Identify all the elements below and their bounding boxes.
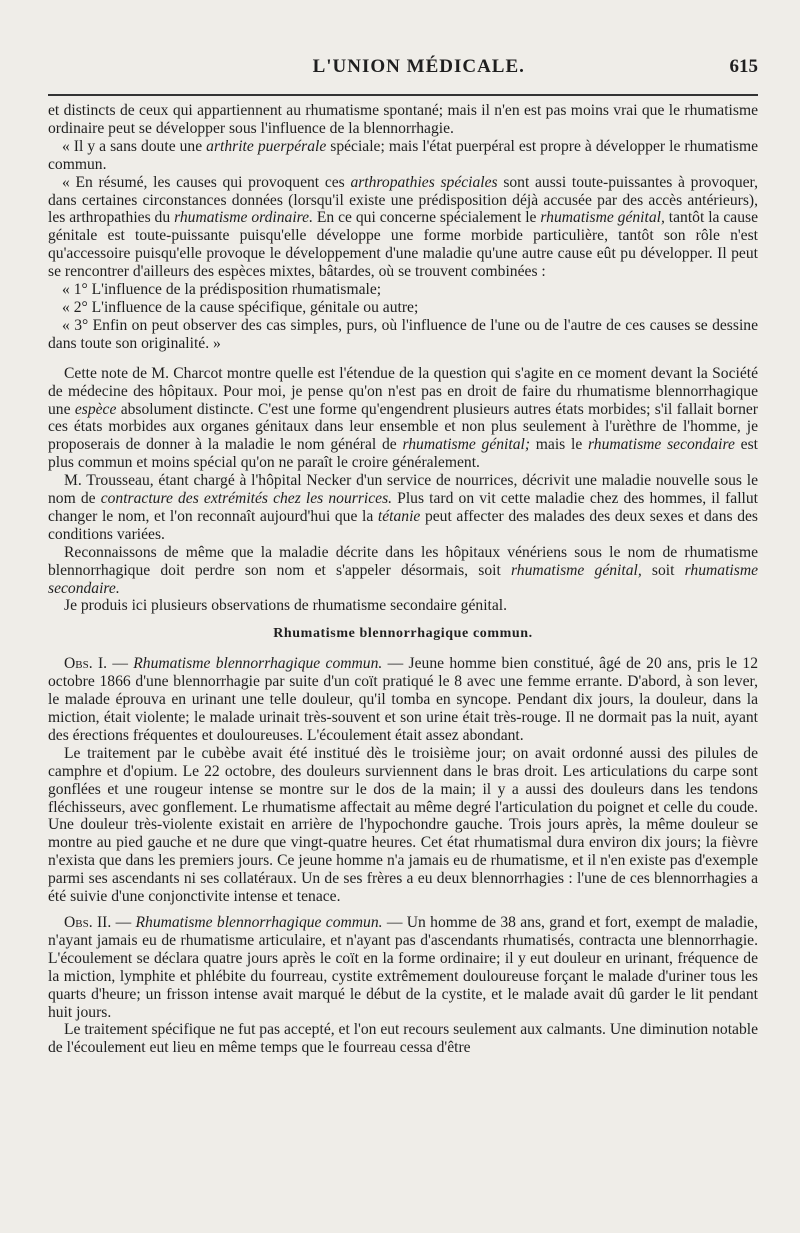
- observation-label: Obs. I.: [64, 655, 108, 673]
- section-heading: Rhumatisme blennorrhagique commun.: [273, 626, 533, 642]
- italic-term: rhumatisme génital,: [510, 561, 642, 579]
- observation-label: Obs. II.: [64, 913, 112, 931]
- italic-term: tétanie: [377, 507, 421, 525]
- paragraph: Obs. I. — Rhumatisme blennorrhagique commun. — Jeune homme bien constitué, âgé de 20 ans, pris le 12 octobre 1866 d'une blennorrhagie par suite d'un coït pratiqué le 8 avec une femme errante. D'abord, à son lever, le malade éprouva en urinant une telle douleur, qu'il tomba en syncope. Pendant dix jours, la douleur, dans la miction, était violente; le malade urinait très-souvent et son urine était très-rouge. Il ne dormait pas la nuit, ayant des érections fréquentes et douloureuses. L'écoulement était assez abondant.: [48, 655, 758, 744]
- page-number: 615: [729, 56, 758, 77]
- article-body: [48, 102, 758, 1057]
- italic-term: rhumatisme génital,: [540, 209, 665, 227]
- italic-term: rhumatisme secondaire: [587, 436, 735, 454]
- paragraph: « 1° L'influence de la prédisposition rhumatismale;: [62, 281, 382, 299]
- paragraph: Je produis ici plusieurs observations de rhumatisme secondaire génital.: [64, 597, 508, 615]
- italic-term: Rhumatisme blennorrhagique commun.: [133, 655, 383, 673]
- paragraph: et distincts de ceux qui appartiennent au rhumatisme spontané; mais il n'en est pas moins vrai que le rhumatisme ordinaire peut se développer sous l'influence de la blennorrhagie.: [48, 102, 758, 137]
- paragraph: Le traitement par le cubèbe avait été institué dès le troisième jour; on avait ordonné aussi des pilules de camphre et d'opium. Le 22 octobre, des douleurs surviennent dans le bras droit. Les articulations du carpe sont gonflées et une rougeur intense se montre sur le dos de la main; il y a aussi des douleurs dans les tendons fléchisseurs, avec gonflement. Le rhumatisme affectait au même degré l'articulation du poignet et celle du coude. Une douleur très-violente existait en arrière de l'hypochondre gauche. Trois jours après, la même douleur se montre au pied gauche et ne dure que vingt-quatre heures. Cet état rhumatismal dura environ dix jours; la fièvre n'exista que dans les premiers jours. Ce jeune homme n'a jamais eu de rhumatisme, et il n'en existe pas d'exemple parmi ses ascendants ni ses collatéraux. Un de ses frères a eu deux blennorrhagies : l'une de ces blennorrhagies a été suivie d'une conjonctivite intense et tenace.: [48, 744, 758, 906]
- italic-term: arthrite puerpérale: [206, 137, 327, 155]
- paragraph: Le traitement spécifique ne fut pas accepté, et l'on eut recours seulement aux calmants. Une diminution notable de l'écoulement eut lieu en même temps que le fourreau cessa d'être: [48, 1021, 758, 1057]
- page-header: [48, 56, 758, 94]
- italic-term: rhumatisme génital;: [402, 436, 531, 454]
- paragraph: Reconnaissons de même que la maladie décrite dans les hôpitaux vénériens sous le nom de rhumatisme blennorrhagique doit perdre son nom et s'appeler désormais, soit rhumatisme génital, soit rhumatisme secondaire.: [48, 543, 758, 597]
- paragraph: Cette note de M. Charcot montre quelle est l'étendue de la question qui s'agite en ce moment devant la Société de médecine des hôpitaux. Pour moi, je pense qu'on n'est pas en droit de faire du rhumatisme blennorrhagique une espèce absolument distincte. C'est une forme qu'engendrent plusieurs autres états morbides; s'il fallait borner ces états morbides aux organes génitaux dans leur ensemble et non plus seulement à l'urèthre de l'homme, je proposerais de donner à la maladie le nom général de rhumatisme génital; mais le rhumatisme secondaire est plus commun et moins spécial qu'on ne paraît le croire généralement.: [48, 364, 758, 472]
- italic-term: arthropathies spéciales: [350, 173, 498, 191]
- italic-term: espèce: [74, 400, 117, 418]
- italic-term: rhumatisme secondaire.: [48, 561, 758, 597]
- running-title: L'UNION MÉDICALE.: [312, 56, 525, 77]
- header-rule: [48, 94, 758, 96]
- paragraph: « 2° L'influence de la cause spécifique, génitale ou autre;: [62, 298, 419, 316]
- paragraph: « Il y a sans doute une arthrite puerpérale spéciale; mais l'état puerpéral est propre à développer le rhumatisme commun.: [48, 137, 758, 173]
- italic-term: contracture des extrémités chez les nourrices.: [100, 490, 393, 508]
- paragraph: « 3° Enfin on peut observer des cas simples, purs, où l'influence de l'une ou de l'autre de ces causes se dessine dans toute son originalité. »: [48, 316, 758, 352]
- paragraph: « En résumé, les causes qui provoquent ces arthropathies spéciales sont aussi toute-puissantes à provoquer, dans certaines circonstances données (lorsqu'il existe une prédisposition déjà accusée par des accès antérieurs), les arthropathies du rhumatisme ordinaire. En ce qui concerne spécialement le rhumatisme génital, tantôt la cause génitale est toute-puissante puisqu'elle développe une forme morbide particulière, tantôt son rôle n'est qu'accessoire puisqu'elle provoque le développement d'une maladie qu'une autre cause eût pu développer. Il peut se rencontrer d'ailleurs des espèces mixtes, bâtardes, où se trouvent combinées :: [48, 173, 759, 281]
- paragraph: Obs. II. — Rhumatisme blennorrhagique commun. — Un homme de 38 ans, grand et fort, exempt de maladie, n'ayant jamais eu de rhumatisme articulaire, et n'ayant pas d'ascendants rhumatisés, contracta une blennorrhagie. L'écoulement se déclara quatre jours après le coït en la forme ordinaire; il y eut douleur en urinant, fréquence de la miction, lymphite et phlébite du fourreau, cystite extrêmement douloureuse forçant le malade d'uriner tous les quarts d'heure; un frisson intense avait marqué le début de la cystite, et le malade avait dû garder le lit pendant huit jours.: [48, 913, 758, 1021]
- italic-term: Rhumatisme blennorrhagique commun.: [135, 913, 383, 931]
- italic-term: rhumatisme ordinaire.: [174, 209, 313, 227]
- paragraph: M. Trousseau, étant chargé à l'hôpital Necker d'un service de nourrices, décrivit une maladie nouvelle sous le nom de contracture des extrémités chez les nourrices. Plus tard on vit cette maladie chez des hommes, il fallut changer le nom, et l'on reconnaît aujourd'hui que la tétanie peut affecter des malades des deux sexes et dans des conditions variées.: [48, 472, 758, 543]
